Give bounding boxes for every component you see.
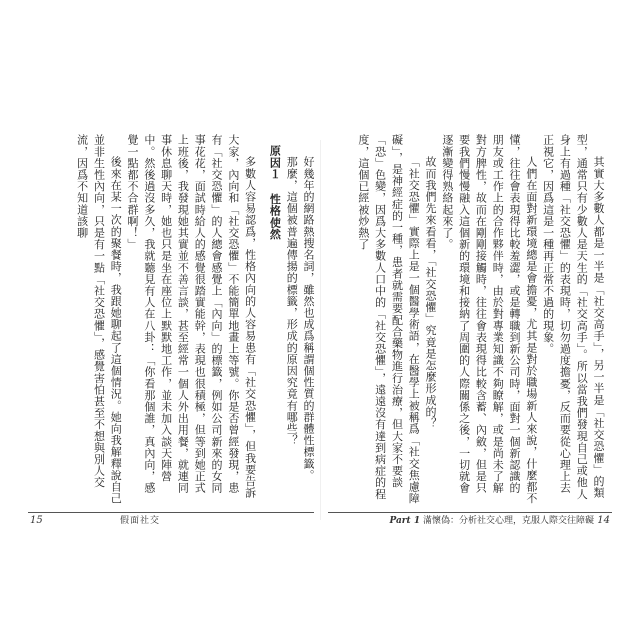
paragraph: 其實大多數人都是一半是「社交高手」，另一半是「社交恐懼」的類型，通常只有少數人是天生的「社交高手」。所以當我們發現自己或他人身上有過種「社交恐懼」的表現時，切勿過度擔憂，反而要從心理上去正視它，因爲這是一種再正常不過的現象。 [541, 134, 605, 500]
right-page-text [334, 134, 606, 504]
running-title: 假面社交 [120, 516, 161, 526]
gutter [320, 140, 321, 520]
section-heading: 原因１ 性格使然 [268, 145, 282, 240]
left-page [28, 120, 318, 540]
paragraph: 「社交恐懼」實際上是一個醫學術語，在醫學上被稱爲「社交焦慮障礙」，是神經症的一種，患者就需要配合藥物進行治療，但大家不要談「恐」色變，因爲大多數人口中的「社交恐懼」，遠遠沒有達到病症的程度，這個已經被炒熱了 [356, 134, 421, 504]
running-title: 滿懷偽：分析社交心理，克服人際交往障礙 [422, 516, 594, 526]
right-page-footer [328, 512, 612, 527]
page-number: 14 [597, 515, 610, 526]
left-page-footer [28, 512, 314, 527]
left-page-text [46, 134, 316, 504]
paragraph: 多數人容易認爲，性格內向的人容易患有「社交恐懼」，但我要告訴大家，內向和「社交恐懼」不能簡單地畫上等號。你是否曾經發現，患有「社交恐懼」的人總會感覺上「內向」的標籤，例如公司新來的女同事花花，面試時給人的感覺很踏實能幹，表現也很積極，但等到她正式上班後，我發現她其實並不善言談，甚至經常一個人外出用餐，就連同事休息聊天時，她也只是坐在座位上默默地工作，並未加入談天陣營中。然後過沒多久，我就聽見有人在八卦：「你看那個誰，真內向，感覺一點都不合群啊！」 [126, 134, 257, 499]
paragraph: 人們在面對新環境總是會擔憂，尤其是對於職場新人來說，什麼都不懂，往往會表現得比較羞澀，或是轉職到新公司時，面對一個新認識的朋友或工作上的合作夥伴時，由於對專業知識不夠瞭解，或是尚未了解對方脾性，故而在剛剛接觸時，往往會表現得比較含蓄、內斂，但是只要我們慢慢融入這個新的環境和接納了周圍的人際關係之後，一切就會逐漸變得熟絡起來了。 [440, 134, 538, 504]
book-spread [28, 120, 612, 540]
paragraph: 故而我們先來看看，「社交恐懼」究竟是怎麼形成的？ [424, 156, 438, 429]
paragraph: 好幾年的網路熱搜名詞，雖然也成爲稱謂個性質的群體性標籤。 [302, 156, 315, 481]
paragraph: 後來在某一次的聚餐時，我跟她聊起了這個情況。她向我解釋說自己並非生性內向，只是有一點「社交恐懼」，感覺害怕甚至不想與別人交流，因爲不知道該聊 [75, 134, 123, 504]
paragraph: 那麼，這個被普遍傳揚的標籤，形成的原因究竟有哪些？ [285, 156, 299, 446]
right-page [328, 120, 612, 540]
page-number: 15 [30, 515, 43, 526]
part-label: Part 1 [389, 516, 421, 526]
running-header [389, 514, 594, 528]
